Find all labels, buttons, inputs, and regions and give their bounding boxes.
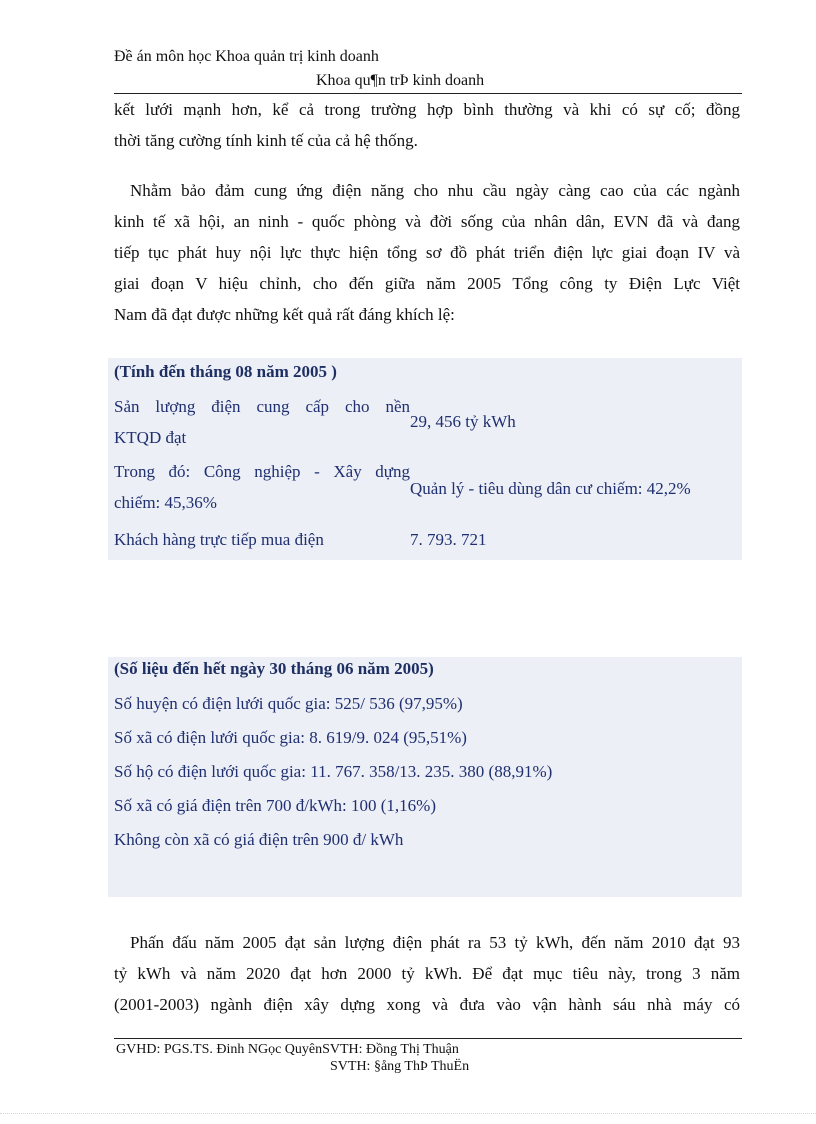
paragraph-line: thời tăng cường tính kinh tế của cả hệ thống. (114, 131, 418, 150)
residential-share: Quản lý - tiêu dùng dân cư chiếm: 42,2% (410, 479, 691, 498)
output-value: 29, 456 tỷ kWh (410, 412, 516, 431)
output-label-line1 (114, 391, 410, 422)
industry-share-value: chiếm: 45,36% (114, 493, 217, 512)
stats-box-june-2005 (108, 657, 742, 897)
stats-box-august-2005 (108, 358, 742, 560)
page-bottom-edge (0, 1113, 816, 1124)
customers-label: Khách hàng trực tiếp mua điện (114, 530, 324, 549)
intro-paragraph (114, 94, 740, 156)
industry-share-text: Trong đó: Công nghiệp - Xây dựng (114, 462, 410, 481)
stat-item: Số xã có giá điện trên 700 đ/kWh: 100 (1,16%) (114, 796, 436, 815)
footer-rule (114, 1038, 742, 1039)
footer-line-1: GVHD: PGS.TS. Đinh NGọc QuyênSVTH: Đồng Thị Thuận (116, 1042, 459, 1057)
paragraph-line: Phấn đấu năm 2005 đạt sản lượng điện phát ra 53 tỷ kWh, đến năm 2010 đạt 93 (130, 933, 740, 952)
stat-item: Số xã có điện lưới quốc gia: 8. 619/9. 024 (95,51%) (114, 728, 467, 747)
customers-value: 7. 793. 721 (410, 530, 487, 549)
paragraph-line: kinh tế xã hội, an ninh - quốc phòng và đời sống của nhân dân, EVN đã và đang (114, 212, 740, 231)
paragraph-line: Nam đã đạt được những kết quả rất đáng khích lệ: (114, 305, 455, 324)
footer-line-2: SVTH: §ång ThÞ ThuËn (330, 1059, 470, 1074)
output-label (114, 391, 410, 453)
box-title: (Số liệu đến hết ngày 30 tháng 06 năm 2005) (114, 659, 434, 678)
header-subtitle: Khoa qu¶n trÞ kinh doanh (316, 72, 485, 89)
paragraph-line: Nhằm bảo đảm cung ứng điện năng cho nhu cầu ngày càng cao của các ngành (130, 181, 740, 200)
stat-item: Số hộ có điện lưới quốc gia: 11. 767. 358/13. 235. 380 (88,91%) (114, 762, 553, 781)
paragraph-line: kết lưới mạnh hơn, kể cả trong trường hợp bình thường và khi có sự cố; đồng (114, 100, 740, 119)
output-label-text: Sản lượng điện cung cấp cho nền (114, 397, 410, 416)
stat-item: Số huyện có điện lưới quốc gia: 525/ 536 (97,95%) (114, 694, 463, 713)
industry-share-label (114, 456, 410, 518)
body-paragraph-2 (114, 175, 740, 330)
paragraph-line: tiếp tục phát huy nội lực thực hiện tổng sơ đồ phát triển điện lực giai đoạn IV và (114, 243, 740, 262)
paragraph-line: (2001-2003) ngành điện xây dựng xong và đưa vào vận hành sáu nhà máy có (114, 995, 740, 1014)
stat-item: Không còn xã có giá điện trên 900 đ/ kWh (114, 830, 404, 849)
paragraph-line: giai đoạn V hiệu chỉnh, cho đến giữa năm 2005 Tổng công ty Điện Lực Việt (114, 274, 740, 293)
body-paragraph-3 (114, 927, 740, 1020)
output-label-line2: KTQD đạt (114, 428, 187, 447)
box-title: (Tính đến tháng 08 năm 2005 ) (114, 362, 337, 381)
paragraph-line: tỷ kWh và năm 2020 đạt hơn 2000 tỷ kWh. Để đạt mục tiêu này, trong 3 năm (114, 964, 740, 983)
header-title: Đề án môn học Khoa quản trị kinh doanh (114, 48, 379, 65)
